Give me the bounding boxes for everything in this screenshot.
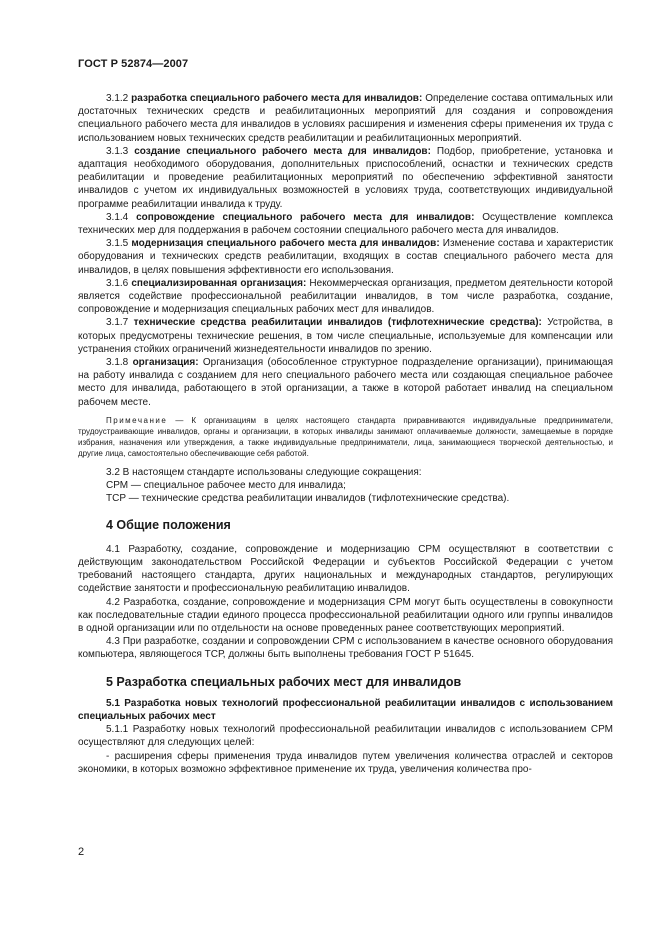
abbreviations-intro: 3.2 В настоящем стандарте использованы следующие сокращения: [106,466,422,478]
item-number: 3.1.3 [106,145,129,157]
bullet-item: - расширения сферы применения труда инвалидов путем увеличения количества отраслей и секторов экономики, в которых возможно эффективное применение их труда, увеличения количества про- [78,750,613,775]
paragraph-5-1-1: 5.1.1 Разработку новых технологий профессиональной реабилитации инвалидов с использованием СРМ осуществляют для следующих целей: [78,724,613,749]
document-body [78,92,613,776]
term-definition: Изменение состава и характеристик оборудования и технических средств реабилитации, входящих в состав специального рабочего места для инвалидов, в целях повышения эффективности его использования. [78,238,613,276]
subsection-5-1-heading: 5.1 Разработка новых технологий профессиональной реабилитации инвалидов с использованием специальных рабочих мест [78,697,613,722]
term-title: сопровождение специального рабочего места для инвалидов: [136,211,475,223]
page-number: 2 [78,846,85,858]
term-title: технические средства реабилитации инвалидов (тифлотехнические средства): [133,317,542,329]
term-3-1-2 [78,92,613,145]
item-number: 3.1.4 [106,211,129,223]
term-definition: Подбор, приобретение, установка и адаптация необходимого оборудования, дополнительных приспособлений, оснастки и технических средств реабилитации и проведение реабилитационных мероприятий по обеспечению эффективной занятости инвалидов с учетом их индивидуальных возможностей в условиях труда, соответствующих индивидуальной программе реабилитации инвалида к труду. [78,145,613,210]
term-title: разработка специального рабочего места для инвалидов: [131,93,423,104]
term-3-1-6 [78,277,613,317]
term-3-1-3 [78,145,613,211]
abbreviation-tsr: ТСР — технические средства реабилитации инвалидов (тифлотехнические средства). [106,493,510,505]
note-text: — К организациям в целях настоящего стандарта приравниваются индивидуальные предприниматели, трудоустраивающие инвалидов, органы и организации, в которых инвалиды занимают оплачиваемые должности, замещаемые в порядке избрания, назначения или утверждения, а также индивидуальные предприниматели, лица, занимающиеся творческой деятельностью, и другие лица, самостоятельно обеспечивающие себя работой. [78,415,613,458]
term-title: организация: [132,357,199,369]
note-paragraph [78,415,613,459]
paragraph-4-3: 4.3 При разработке, создании и сопровождении СРМ с использованием в качестве основного оборудования компьютера, являющегося ТСР, должны быть выполнены требования ГОСТ Р 51645. [78,636,613,661]
term-definition: Определение состава оптимальных или достаточных технических средств и реабилитационных мероприятий для создания и сопровождения специального рабочего места для инвалидов в условиях расширения и изменения сферы применения их труда с использованием новых технических средств реабилитации и реабилитационных мероприятий. [78,93,613,144]
term-definition: Осуществление комплекса технических мер для поддержания в рабочем состоянии специального рабочего места для инвалидов. [78,211,613,237]
term-3-1-5 [78,237,613,277]
term-definition: Устройства, в которых предусмотрены технические решения, в том числе специальные, используемые для компенсации или устранения стойких ограничений жизнедеятельности инвалидов по зрению. [78,317,613,355]
term-definition: Организация (обособленное структурное подразделение организации), принимающая на работу инвалида с созданием для него специального рабочего места или создающая специальное рабочее место для инвалида, работающего в этой организации, а также в которой работает инвалид на специальном рабочем месте. [78,357,613,408]
term-3-1-4 [78,211,613,237]
note-label: Примечание [106,415,168,425]
item-number: 3.1.2 [106,93,129,104]
item-number: 3.1.6 [106,277,129,289]
section-5-heading: 5 Разработка специальных рабочих мест для инвалидов [106,674,462,689]
paragraph-4-2: 4.2 Разработка, создание, сопровождение и модернизация СРМ могут быть осуществлены в совокупности как последовательные стадии единого процесса профессиональной реабилитации одного или группы инвалидов в одной организации или по отдельности на основе проведенных ранее соответствующих мероприятий. [78,596,613,634]
abbreviation-srm: СРМ — специальное рабочее место для инвалида; [106,480,346,492]
item-number: 3.1.5 [106,238,129,250]
term-3-1-8 [78,356,613,409]
term-title: создание специального рабочего места для инвалидов: [134,145,431,157]
term-definition: Некоммерческая организация, предметом деятельности которой является содействие профессиональной реабилитации инвалидов, в том числе разработка, создание, сопровождение и модернизация специальных рабочих мест для инвалидов. [78,277,613,316]
document-header: ГОСТ Р 52874—2007 [78,58,189,70]
paragraph-4-1: 4.1 Разработку, создание, сопровождение и модернизацию СРМ осуществляют в соответствии с действующим законодательством Российской Федерации и субъектов Российской Федерации с учетом требований настоящего стандарта, других национальных и международных стандартов, регулирующих содействие занятости и профессиональную реабилитацию инвалидов. [78,543,613,595]
section-4-heading: 4 Общие положения [106,518,231,533]
term-title: специализированная организация: [131,277,307,289]
item-number: 3.1.7 [106,317,129,329]
term-3-1-7 [78,316,613,356]
term-title: модернизация специального рабочего места для инвалидов: [131,238,440,250]
item-number: 3.1.8 [106,357,129,369]
